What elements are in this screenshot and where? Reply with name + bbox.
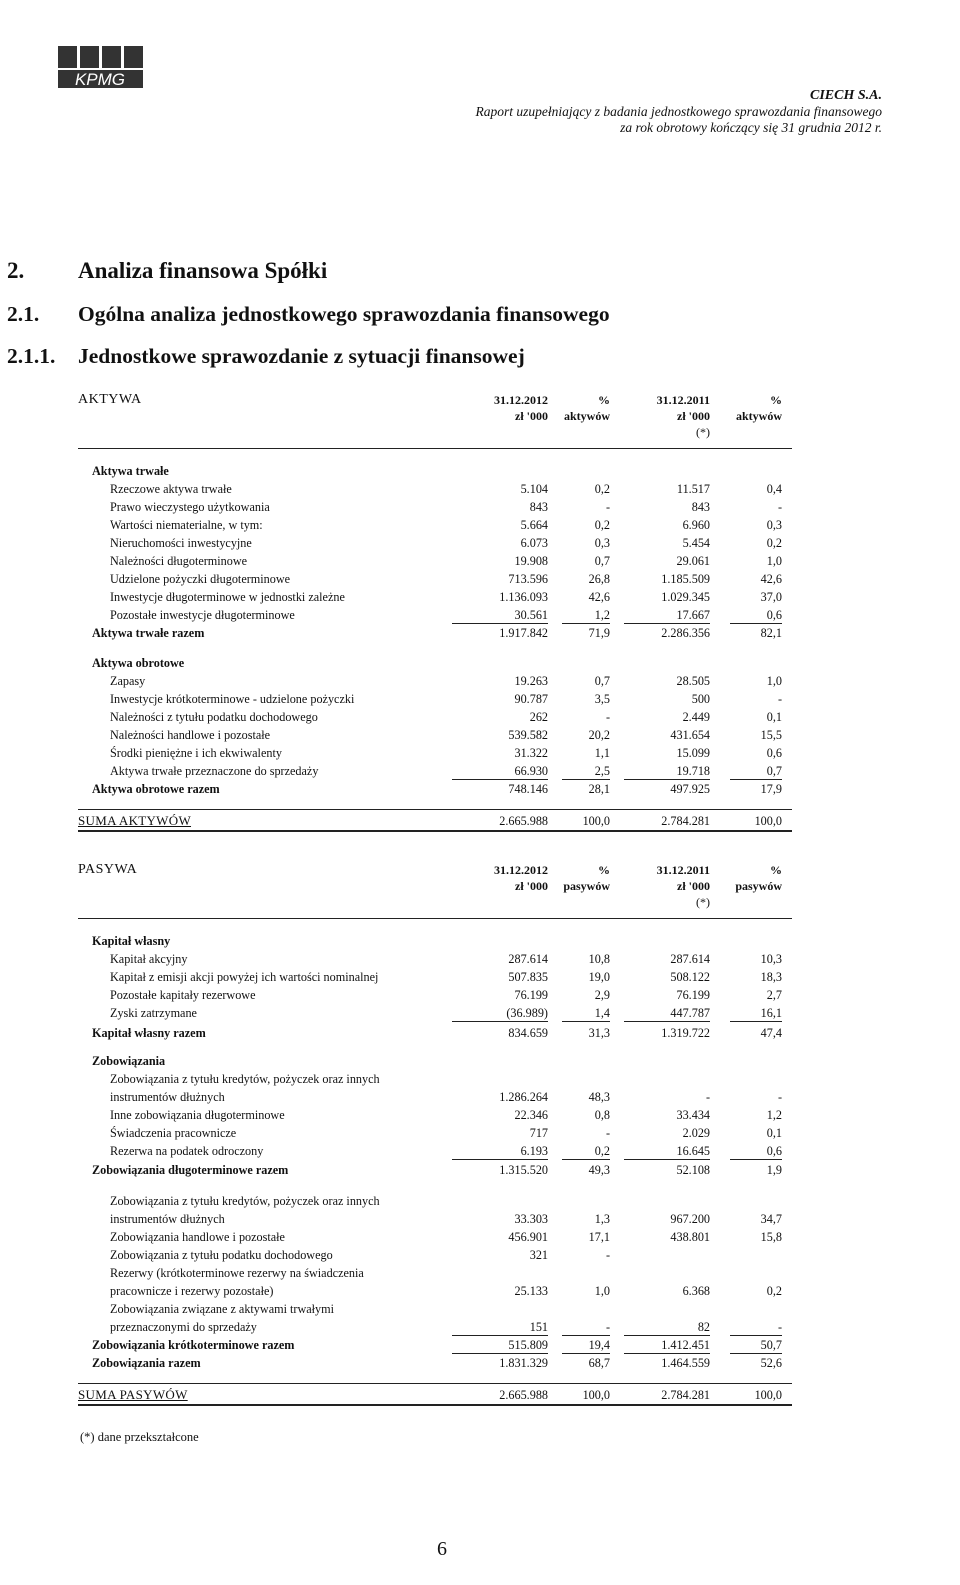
cell-value: 76.199 (514, 988, 548, 1002)
subtotal-underline (452, 1159, 548, 1160)
row-label: Udzielone pożyczki długoterminowe (110, 572, 291, 586)
cell-value: 0,7 (594, 554, 610, 568)
cell-value: 2.665.988 (499, 814, 548, 828)
cell-value: 1,3 (594, 1212, 610, 1226)
section-header-row (78, 932, 792, 950)
table-row (78, 968, 792, 986)
cell-value: 1,2 (594, 608, 610, 622)
cell-value: 447.787 (670, 1006, 710, 1020)
cell-value: 10,3 (760, 952, 782, 966)
column-header (657, 862, 710, 910)
row-label: Rezerwa na podatek odroczony (110, 1144, 264, 1158)
cell-value: 539.582 (508, 728, 548, 742)
table-row (78, 1210, 792, 1228)
column-header-line: pasywów (563, 879, 610, 893)
cell-value: 28,1 (588, 782, 610, 796)
kpmg-logo (58, 44, 146, 90)
cell-value: 0,8 (594, 1108, 610, 1122)
report-title-line2: za rok obrotowy kończący się 31 grudnia 2012 r. (620, 120, 882, 135)
row-label: Aktywa trwałe (92, 464, 169, 478)
cell-value: 431.654 (670, 728, 710, 742)
row-label: instrumentów dłużnych (110, 1212, 225, 1226)
column-header (657, 392, 710, 440)
cell-value: 0,2 (766, 536, 782, 550)
cell-value: 1.412.451 (661, 1338, 710, 1352)
cell-value: 19,4 (588, 1338, 610, 1352)
table-row (78, 726, 792, 744)
header-rule (78, 918, 792, 919)
table-row (78, 1142, 792, 1160)
column-header-line: 31.12.2011 (656, 863, 710, 877)
column-header (494, 862, 548, 910)
cell-value: 3,5 (594, 692, 610, 706)
cell-value: 321 (529, 1248, 548, 1262)
row-label: Należności długoterminowe (110, 554, 248, 568)
cell-value: 33.434 (676, 1108, 710, 1122)
total-double-rule (78, 1404, 792, 1406)
cell-value: 48,3 (588, 1090, 610, 1104)
table-row (78, 690, 792, 708)
table-row (78, 1300, 792, 1318)
column-header-line (494, 894, 548, 910)
cell-value: 52.108 (676, 1163, 710, 1177)
cell-value: 0,2 (766, 1284, 782, 1298)
cell-value: 47,4 (760, 1026, 782, 1040)
cell-value: 843 (691, 500, 710, 514)
section-header-row (78, 1052, 792, 1070)
cell-value: 713.596 (508, 572, 548, 586)
cell-value: 1.315.520 (499, 1163, 548, 1177)
cell-value: 6.073 (520, 536, 548, 550)
column-header-line: 31.12.2012 (494, 863, 548, 877)
row-label: Zobowiązania krótkoterminowe razem (92, 1338, 295, 1352)
cell-value: 2.286.356 (661, 626, 710, 640)
table-row (78, 950, 792, 968)
cell-value: 5.104 (520, 482, 548, 496)
cell-value: 0,6 (766, 1144, 782, 1158)
cell-value: 2.449 (682, 710, 710, 724)
subtotal-row (78, 624, 792, 642)
cell-value: 1,0 (766, 674, 782, 688)
cell-value: 0,2 (594, 482, 610, 496)
cell-value: 90.787 (514, 692, 548, 706)
cell-value: 1.319.722 (661, 1026, 710, 1040)
row-label: Kapitał własny razem (92, 1026, 206, 1040)
row-label: Kapitał z emisji akcji powyżej ich wartości nominalnej (110, 970, 379, 984)
column-header (735, 862, 782, 910)
cell-value: - (705, 1090, 710, 1104)
column-header-line: pasywów (735, 879, 782, 893)
row-label: Zobowiązania razem (92, 1356, 201, 1370)
company-name: CIECH S.A. (810, 88, 882, 103)
cell-value: 100,0 (754, 1388, 782, 1402)
cell-value: 15,5 (760, 728, 782, 742)
pasywa-title: PASYWA (78, 862, 138, 877)
table-row (78, 1318, 792, 1336)
column-header-line: zł '000 (515, 879, 548, 893)
subtotal-underline (624, 1159, 710, 1160)
cell-value: 287.614 (670, 952, 710, 966)
table-row (78, 1004, 792, 1022)
cell-value: 16.645 (676, 1144, 710, 1158)
column-header-line (735, 894, 782, 910)
column-header-line: zł '000 (515, 409, 548, 423)
table-row (78, 986, 792, 1004)
row-label: Aktywa trwałe razem (92, 626, 205, 640)
cell-value: 30.561 (514, 608, 548, 622)
cell-value: 0,7 (594, 674, 610, 688)
cell-value: 1,9 (766, 1163, 782, 1177)
cell-value: 0,1 (766, 710, 782, 724)
column-header-line: zł '000 (677, 409, 710, 423)
report-header (476, 88, 883, 136)
cell-value: 1.917.842 (499, 626, 548, 640)
row-label: Rzeczowe aktywa trwałe (110, 482, 232, 496)
column-header (494, 392, 548, 440)
cell-value: 748.146 (508, 782, 548, 796)
cell-value: 82,1 (760, 626, 782, 640)
cell-value: 2,9 (594, 988, 610, 1002)
row-label: SUMA PASYWÓW (78, 1387, 188, 1402)
cell-value: 29.061 (676, 554, 710, 568)
cell-value: 1.464.559 (661, 1356, 710, 1370)
column-header-line (563, 894, 610, 910)
cell-value: 1,2 (766, 1108, 782, 1122)
cell-value: 1.136.093 (499, 590, 548, 604)
cell-value: 1.831.329 (499, 1356, 548, 1370)
cell-value: - (605, 500, 610, 514)
cell-value: 0,3 (594, 536, 610, 550)
column-header (563, 862, 610, 910)
cell-value: 6.193 (520, 1144, 548, 1158)
row-label: Zobowiązania związane z aktywami trwałymi (110, 1302, 335, 1316)
cell-value: 20,2 (588, 728, 610, 742)
cell-value: 33.303 (514, 1212, 548, 1226)
cell-value: 6.960 (682, 518, 710, 532)
cell-value: 49,3 (588, 1163, 610, 1177)
cell-value: 0,6 (766, 746, 782, 760)
cell-value: 843 (529, 500, 548, 514)
table-row (78, 1282, 792, 1300)
cell-value: 17.667 (676, 608, 710, 622)
table-row (78, 516, 792, 534)
column-header-line: 31.12.2012 (494, 393, 548, 407)
cell-value: 42,6 (588, 590, 610, 604)
row-label: Zyski zatrzymane (110, 1006, 197, 1020)
column-header-line (564, 424, 610, 440)
cell-value: 66.930 (514, 764, 548, 778)
cell-value: 1.286.264 (499, 1090, 548, 1104)
table-row (78, 534, 792, 552)
table-row (78, 570, 792, 588)
table-row (78, 1106, 792, 1124)
cell-value: 967.200 (670, 1212, 710, 1226)
subtotal-row (78, 780, 792, 798)
total-rule (78, 1383, 792, 1384)
row-label: Zapasy (110, 674, 146, 688)
row-label: Prawo wieczystego użytkowania (110, 500, 270, 514)
row-label: Wartości niematerialne, w tym: (110, 518, 263, 532)
report-title-line1: Raport uzupełniający z badania jednostkowego sprawozdania finansowego (475, 104, 882, 119)
table-row (78, 588, 792, 606)
table-row (78, 744, 792, 762)
cell-value: 0,4 (766, 482, 782, 496)
cell-value: 19.263 (514, 674, 548, 688)
cell-value: 76.199 (676, 988, 710, 1002)
cell-value: 2.784.281 (661, 1388, 710, 1402)
column-header-line: % (770, 863, 782, 877)
subtotal-underline (730, 1159, 782, 1160)
row-label: Kapitał własny (92, 934, 171, 948)
row-label: Należności z tytułu podatku dochodowego (110, 710, 318, 724)
cell-value: 0,2 (594, 518, 610, 532)
cell-value: - (777, 1090, 782, 1104)
row-label: Inne zobowiązania długoterminowe (110, 1108, 285, 1122)
heading-3-number: 2.1.1. (7, 344, 56, 368)
row-label: instrumentów dłużnych (110, 1090, 225, 1104)
cell-value: 19.718 (676, 764, 710, 778)
cell-value: 31,3 (588, 1026, 610, 1040)
cell-value: 100,0 (582, 814, 610, 828)
section-header-row (78, 462, 792, 480)
cell-value: 15,8 (760, 1230, 782, 1244)
cell-value: 42,6 (760, 572, 782, 586)
cell-value: 15.099 (676, 746, 710, 760)
cell-value: 0,1 (766, 1126, 782, 1140)
subtotal-underline (562, 1159, 610, 1160)
cell-value: 262 (529, 710, 548, 724)
row-label: pracownicze i rezerwy pozostałe) (110, 1284, 274, 1298)
cell-value: 2.029 (682, 1126, 710, 1140)
cell-value: 2,5 (594, 764, 610, 778)
cell-value: 82 (697, 1320, 710, 1334)
cell-value: 5.454 (682, 536, 710, 550)
cell-value: 25.133 (514, 1284, 548, 1298)
cell-value: 19.908 (514, 554, 548, 568)
cell-value: 100,0 (582, 1388, 610, 1402)
cell-value: 438.801 (670, 1230, 710, 1244)
row-label: Zobowiązania długoterminowe razem (92, 1163, 289, 1177)
column-header (564, 392, 610, 440)
table-row (78, 552, 792, 570)
cell-value: 151 (529, 1320, 548, 1334)
row-label: Zobowiązania (92, 1054, 166, 1068)
cell-value: 497.925 (670, 782, 710, 796)
table-row (78, 1228, 792, 1246)
row-label: Inwestycje krótkoterminowe - udzielone pożyczki (110, 692, 355, 706)
column-header-line: (*) (696, 895, 710, 909)
row-label: przeznaczonymi do sprzedaży (110, 1320, 257, 1334)
row-label: Aktywa obrotowe (92, 656, 185, 670)
table-row (78, 498, 792, 516)
cell-value: - (777, 1320, 782, 1334)
cell-value: 50,7 (760, 1338, 782, 1352)
cell-value: 19,0 (588, 970, 610, 984)
cell-value: (36.989) (506, 1006, 548, 1020)
column-header-line: zł '000 (677, 879, 710, 893)
column-header (736, 392, 782, 440)
cell-value: 2.784.281 (661, 814, 710, 828)
cell-value: 28.505 (676, 674, 710, 688)
row-label: Kapitał akcyjny (110, 952, 188, 966)
subtotal-row (78, 1161, 792, 1179)
cell-value: - (605, 1320, 610, 1334)
logo-text: KPMG (74, 70, 126, 89)
cell-value: 1.029.345 (661, 590, 710, 604)
cell-value: 6.368 (682, 1284, 710, 1298)
cell-value: 500 (691, 692, 710, 706)
subtotal-underline (562, 1021, 610, 1022)
column-header-line: % (770, 393, 782, 407)
cell-value: 515.809 (508, 1338, 548, 1352)
cell-value: 0,2 (594, 1144, 610, 1158)
column-header-line (736, 424, 782, 440)
row-label: Rezerwy (krótkoterminowe rezerwy na świadczenia (110, 1266, 364, 1280)
page-number: 6 (437, 1538, 447, 1560)
cell-value: 18,3 (760, 970, 782, 984)
cell-value: 1,1 (594, 746, 610, 760)
cell-value: 68,7 (588, 1356, 610, 1370)
cell-value: 1,4 (594, 1006, 610, 1020)
table-row (78, 1246, 792, 1264)
row-label: Zobowiązania z tytułu podatku dochodowego (110, 1248, 333, 1262)
table-row (78, 1124, 792, 1142)
subtotal-row (78, 1024, 792, 1042)
table-row (78, 480, 792, 498)
cell-value: 2,7 (766, 988, 782, 1002)
kpmg-logo-graphic (58, 44, 146, 90)
column-header-line: % (598, 393, 610, 407)
table-row (78, 1070, 792, 1088)
heading-1-text: Analiza finansowa Spółki (78, 258, 328, 283)
cell-value: 22.346 (514, 1108, 548, 1122)
cell-value: 1.185.509 (661, 572, 710, 586)
row-label: Aktywa trwałe przeznaczone do sprzedaży (110, 764, 319, 778)
cell-value: 0,7 (766, 764, 782, 778)
aktywa-title: AKTYWA (78, 392, 142, 407)
section-header-row (78, 654, 792, 672)
cell-value: 2.665.988 (499, 1388, 548, 1402)
header-rule (78, 448, 792, 449)
table-row (78, 1088, 792, 1106)
heading-1-number: 2. (7, 258, 25, 283)
cell-value: - (605, 710, 610, 724)
row-label: Zobowiązania z tytułu kredytów, pożyczek oraz innych (110, 1194, 380, 1208)
cell-value: 1,0 (594, 1284, 610, 1298)
cell-value: 10,8 (588, 952, 610, 966)
row-label: Zobowiązania handlowe i pozostałe (110, 1230, 285, 1244)
subtotal-row (78, 1354, 792, 1372)
cell-value: 834.659 (508, 1026, 548, 1040)
cell-value: - (605, 1126, 610, 1140)
cell-value: 456.901 (508, 1230, 548, 1244)
cell-value: 5.664 (520, 518, 548, 532)
row-label: SUMA AKTYWÓW (78, 813, 192, 828)
total-double-rule (78, 830, 792, 832)
row-label: Pozostałe inwestycje długoterminowe (110, 608, 295, 622)
cell-value: 287.614 (508, 952, 548, 966)
cell-value: 52,6 (760, 1356, 782, 1370)
grand-total-row (78, 812, 792, 830)
cell-value: 100,0 (754, 814, 782, 828)
cell-value: 34,7 (760, 1212, 782, 1226)
row-label: Pozostałe kapitały rezerwowe (110, 988, 256, 1002)
row-label: Świadczenia pracownicze (110, 1126, 237, 1140)
row-label: Nieruchomości inwestycyjne (110, 536, 252, 550)
cell-value: 37,0 (760, 590, 782, 604)
column-header-line: % (598, 863, 610, 877)
cell-value: 11.517 (676, 482, 710, 496)
cell-value: 16,1 (760, 1006, 782, 1020)
table-row (78, 1192, 792, 1210)
table-row (78, 606, 792, 624)
table-row (78, 1264, 792, 1282)
column-header-line: 31.12.2011 (656, 393, 710, 407)
column-header-line: aktywów (735, 409, 782, 423)
cell-value: 0,6 (766, 608, 782, 622)
row-label: Należności handlowe i pozostałe (110, 728, 271, 742)
heading-2-number: 2.1. (7, 302, 40, 326)
cell-value: 1,0 (766, 554, 782, 568)
grand-total-row (78, 1386, 792, 1404)
row-label: Zobowiązania z tytułu kredytów, pożyczek oraz innych (110, 1072, 380, 1086)
column-header-line (494, 424, 548, 440)
heading-2-text: Ogólna analiza jednostkowego sprawozdania finansowego (78, 302, 610, 326)
cell-value: - (777, 692, 782, 706)
cell-value: 0,3 (766, 518, 782, 532)
cell-value: - (605, 1248, 610, 1262)
subtotal-underline (452, 1021, 548, 1022)
cell-value: - (777, 500, 782, 514)
subtotal-underline (730, 1021, 782, 1022)
row-label: Środki pieniężne i ich ekwiwalenty (110, 746, 282, 760)
heading-3-text: Jednostkowe sprawozdanie z sytuacji finansowej (78, 344, 525, 368)
cell-value: 71,9 (588, 626, 610, 640)
table-row (78, 762, 792, 780)
table-row (78, 672, 792, 690)
subtotal-row (78, 1336, 792, 1354)
cell-value: 31.322 (514, 746, 548, 760)
row-label: Inwestycje długoterminowe w jednostki zależne (110, 590, 345, 604)
cell-value: 17,1 (588, 1230, 610, 1244)
cell-value: 507.835 (508, 970, 548, 984)
cell-value: 26,8 (588, 572, 610, 586)
column-header-line: aktywów (563, 409, 610, 423)
subtotal-underline (624, 1021, 710, 1022)
column-header-line: (*) (696, 425, 710, 439)
row-label: Aktywa obrotowe razem (92, 782, 220, 796)
footnote: (*) dane przekształcone (80, 1430, 199, 1444)
cell-value: 717 (529, 1126, 548, 1140)
cell-value: 17,9 (760, 782, 782, 796)
total-rule (78, 809, 792, 810)
cell-value: 508.122 (670, 970, 710, 984)
table-row (78, 708, 792, 726)
